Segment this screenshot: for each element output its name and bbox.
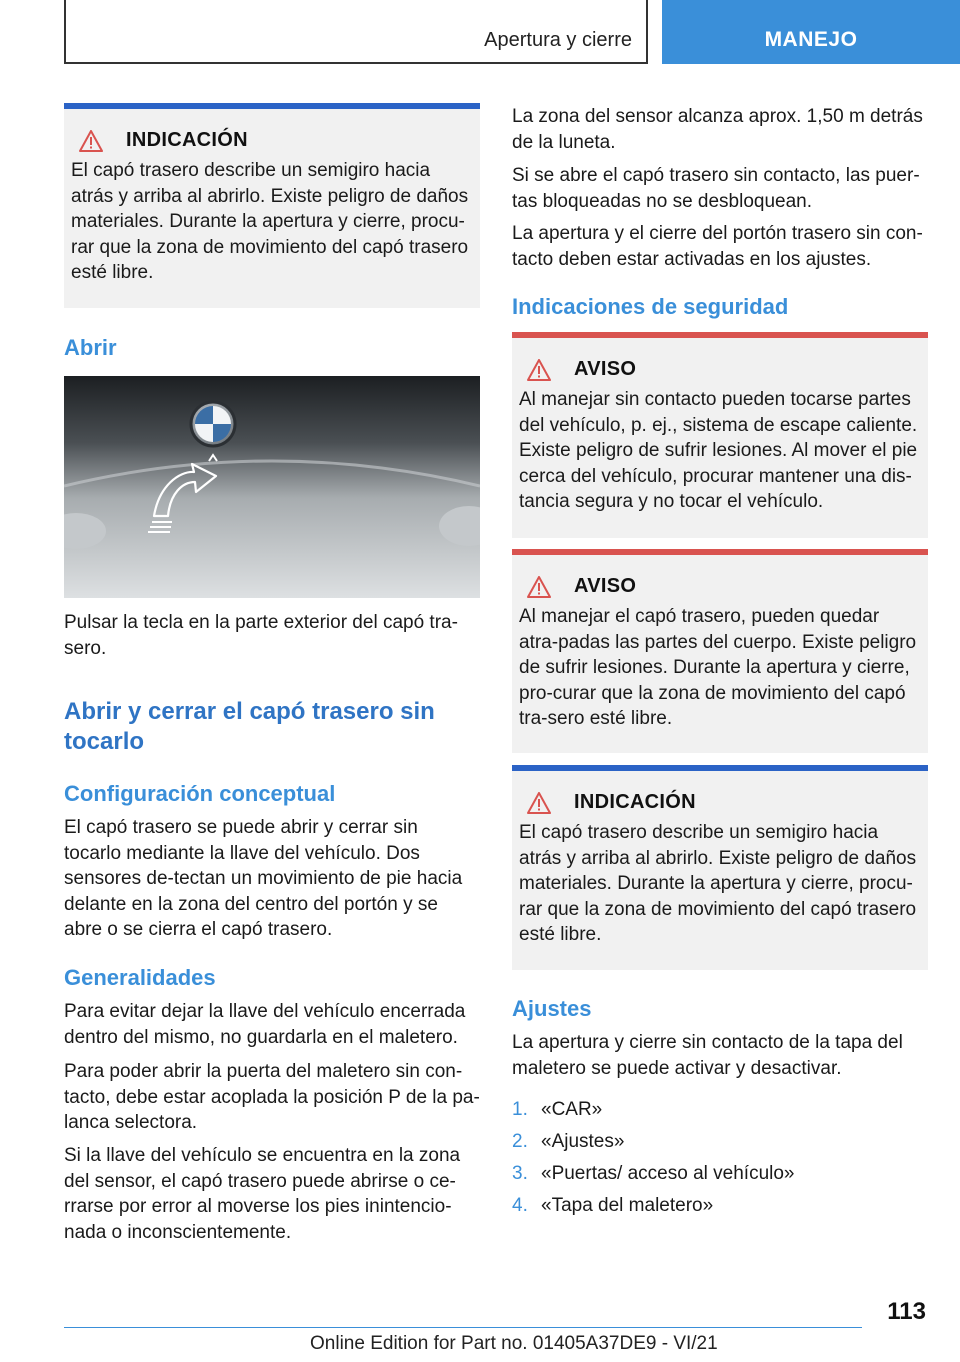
step-number: 2. bbox=[512, 1131, 528, 1152]
general-paragraph-2: Para poder abrir la puerta del maletero sin con-tacto, debe estar acoplada la posición P de la pa-lanca selectora. bbox=[64, 1061, 480, 1133]
step-label: «Ajustes» bbox=[541, 1131, 625, 1152]
edition-footer: Online Edition for Part no. 01405A37DE9 - VI/21 bbox=[310, 1333, 718, 1354]
warning-triangle-icon bbox=[527, 359, 551, 381]
sensor-range-text: La zona del sensor alcanza aprox. 1,50 m detrás de la luneta. bbox=[512, 106, 923, 153]
section-heading-safety: Indicaciones de seguridad bbox=[512, 294, 789, 319]
subheading-settings: Ajustes bbox=[512, 996, 592, 1021]
warning-triangle-icon bbox=[527, 792, 551, 814]
subheading-concept: Configuración conceptual bbox=[64, 781, 336, 806]
warning-text: Al manejar el capó trasero, pueden quedar atra-padas las partes del cuerpo. Existe peligro de sufrir lesiones. Durante la apertura y cierre, pro-curar que la zona de movimiento del capó tra-sero esté libre. bbox=[519, 606, 917, 729]
subheading-general: Generalidades bbox=[64, 965, 216, 990]
tailgate-button-photo bbox=[64, 376, 480, 598]
general-paragraph-1: Para evitar dejar la llave del vehículo encerrada dentro del mismo, no guardarla en el maletero. bbox=[64, 1001, 466, 1048]
settings-steps-list bbox=[512, 1094, 795, 1222]
notice-title: INDICACIÓN bbox=[126, 129, 248, 151]
step-label: «Puertas/ acceso al vehículo» bbox=[541, 1163, 795, 1184]
page-number: 113 bbox=[887, 1298, 926, 1325]
general-paragraph-3: Si la llave del vehículo se encuentra en la zona del sensor, el capó trasero puede abrirse o ce-rrarse por error al moverse los pies inintencio-nada o inconscientemente. bbox=[64, 1145, 461, 1243]
notice-box bbox=[64, 103, 480, 308]
section-title: Apertura y cierre bbox=[484, 29, 632, 51]
notice-header bbox=[519, 791, 918, 814]
step-label: «CAR» bbox=[541, 1099, 603, 1120]
list-item bbox=[512, 1158, 795, 1190]
tailgate-illustration bbox=[64, 376, 480, 598]
list-item bbox=[512, 1126, 795, 1158]
section-heading-touchless: Abrir y cerrar el capó trasero sin tocarlo bbox=[64, 698, 435, 755]
warning-text: Al manejar sin contacto pueden tocarse partes del vehículo, p. ej., sistema de escape caliente. Existe peligro de sufrir lesiones. Al mover el pie cerca del vehículo, procurar mantener una dis-tancia segura y no tocar el vehículo. bbox=[519, 389, 918, 512]
notice-title: INDICACIÓN bbox=[574, 791, 696, 813]
warning-title: AVISO bbox=[574, 358, 637, 380]
warning-header bbox=[519, 358, 918, 381]
activation-text: La apertura y el cierre del portón trasero sin con-tacto deben estar activadas en los ajustes. bbox=[512, 223, 923, 270]
step-number: 4. bbox=[512, 1195, 528, 1216]
warning-box-2 bbox=[512, 549, 928, 753]
header-frame bbox=[64, 0, 648, 64]
doors-locked-text: Si se abre el capó trasero sin contacto, las puer-tas bloqueadas no se desbloquean. bbox=[512, 165, 920, 212]
list-item bbox=[512, 1190, 795, 1222]
step-number: 3. bbox=[512, 1163, 528, 1184]
warning-triangle-icon bbox=[527, 576, 551, 598]
warning-header bbox=[519, 575, 918, 598]
step-number: 1. bbox=[512, 1099, 528, 1120]
warning-title: AVISO bbox=[574, 575, 637, 597]
settings-text: La apertura y cierre sin contacto de la tapa del maletero se puede activar y desactivar. bbox=[512, 1032, 903, 1079]
warning-triangle-icon bbox=[79, 130, 103, 152]
notice-text: El capó trasero describe un semigiro hacia atrás y arriba al abrirlo. Existe peligro de daños materiales. Durante la apertura y cierre, procu-rar que la zona de movimiento del capó trasero esté libre. bbox=[519, 822, 917, 945]
section-heading-open: Abrir bbox=[64, 335, 117, 360]
notice-text: El capó trasero describe un semigiro hacia atrás y arriba al abrirlo. Existe peligro de daños materiales. Durante la apertura y cierre, procu-rar que la zona de movimiento del capó trasero esté libre. bbox=[71, 160, 469, 283]
photo-caption: Pulsar la tecla en la parte exterior del capó tra-sero. bbox=[64, 612, 458, 659]
list-item bbox=[512, 1094, 795, 1126]
chapter-tab[interactable]: MANEJO bbox=[662, 0, 960, 64]
step-label: «Tapa del maletero» bbox=[541, 1195, 714, 1216]
footer-divider bbox=[64, 1327, 862, 1328]
concept-text: El capó trasero se puede abrir y cerrar sin tocarlo mediante la llave del vehículo. Dos sensores de-tectan un movimiento de pie hacia delante en la zona del centro del portón y se abre o se cierra el capó trasero. bbox=[64, 817, 463, 940]
notice-header bbox=[71, 129, 470, 152]
notice-box-2 bbox=[512, 765, 928, 970]
warning-box-1 bbox=[512, 332, 928, 538]
